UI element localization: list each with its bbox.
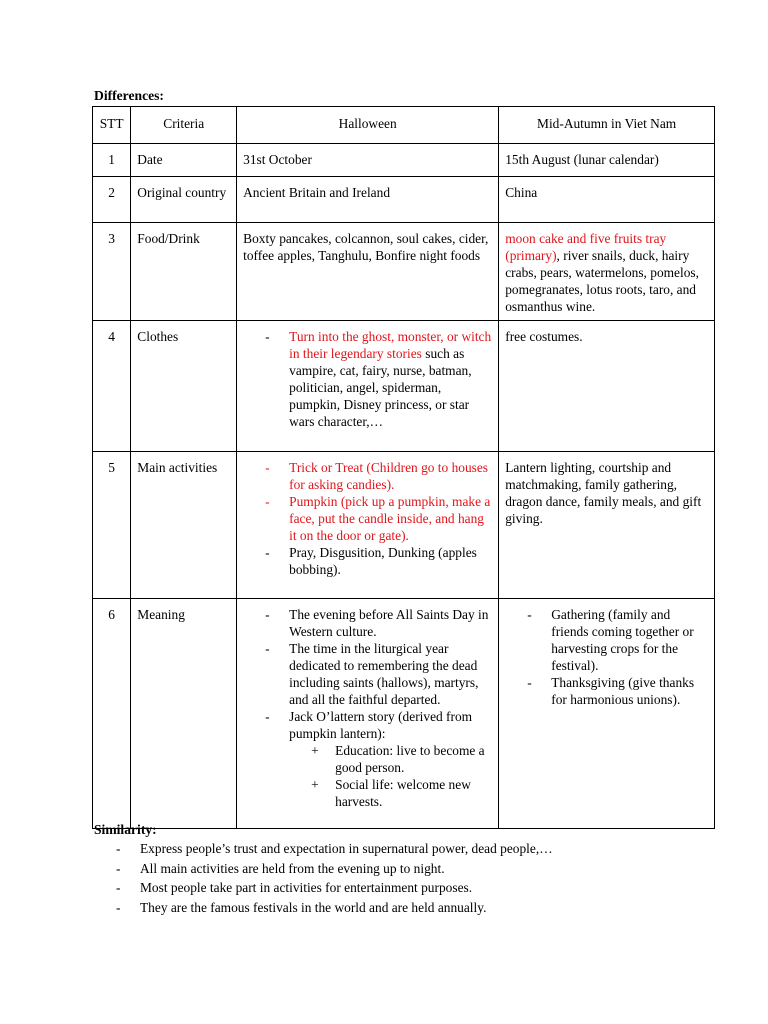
criteria-cell: Food/Drink xyxy=(131,223,237,321)
list-item: - Trick or Treat (Children go to houses for asking candies). xyxy=(243,459,492,493)
highlighted-text: Turn into the ghost, monster, or witch in their legendary stories xyxy=(289,329,492,361)
list-item: - All main activities are held from the evening up to night. xyxy=(94,859,714,879)
table-row xyxy=(93,177,715,223)
highlighted-text: moon cake and five fruits tray (primary) xyxy=(505,231,667,263)
table-row xyxy=(93,599,715,829)
criteria-cell: Date xyxy=(131,144,237,177)
list-item: - Express people’s trust and expectation in supernatural power, dead people,… xyxy=(94,839,714,859)
halloween-cell: 31st October xyxy=(237,144,499,177)
list-item: - The time in the liturgical year dedicated to remembering the dead including saints (hallows), martyrs, and all the faithful departed. xyxy=(243,640,492,708)
halloween-cell xyxy=(237,321,499,452)
differences-heading: Differences: xyxy=(94,88,164,103)
header-halloween: Halloween xyxy=(237,107,499,144)
list-item xyxy=(243,328,492,430)
similarity-list xyxy=(94,839,714,917)
midautumn-cell: free costumes. xyxy=(499,321,715,452)
halloween-cell xyxy=(237,452,499,599)
table-row xyxy=(93,452,715,599)
row-number: 4 xyxy=(93,321,131,452)
midautumn-cell xyxy=(499,599,715,829)
list-item: - Pumpkin (pick up a pumpkin, make a face, put the candle inside, and hang it on the door or gate). xyxy=(243,493,492,544)
row-number: 6 xyxy=(93,599,131,829)
halloween-cell xyxy=(237,599,499,829)
header-criteria: Criteria xyxy=(131,107,237,144)
midautumn-cell xyxy=(499,223,715,321)
similarity-heading: Similarity: xyxy=(94,822,157,837)
midautumn-cell: Lantern lighting, courtship and matchmaking, family gathering, dragon dance, family meals, and gift giving. xyxy=(499,452,715,599)
header-midautumn: Mid-Autumn in Viet Nam xyxy=(499,107,715,144)
table-row xyxy=(93,321,715,452)
bullet-list xyxy=(243,328,492,430)
list-item: - Thanksgiving (give thanks for harmonious unions). xyxy=(505,674,708,708)
sub-list-item: + Social life: welcome new harvests. xyxy=(289,776,492,810)
table-row xyxy=(93,144,715,177)
table-row xyxy=(93,223,715,321)
header-stt: STT xyxy=(93,107,131,144)
cell-text: such as vampire, cat, fairy, nurse, batman, politician, angel, spiderman, pumpkin, Disney princess, or star wars character,… xyxy=(289,346,472,429)
midautumn-cell: 15th August (lunar calendar) xyxy=(499,144,715,177)
row-number: 5 xyxy=(93,452,131,599)
criteria-cell: Main activities xyxy=(131,452,237,599)
criteria-cell: Original country xyxy=(131,177,237,223)
list-item: - Gathering (family and friends coming together or harvesting crops for the festival). xyxy=(505,606,708,674)
row-number: 1 xyxy=(93,144,131,177)
similarity-section xyxy=(94,821,714,917)
cell-text: Jack O’lattern story (derived from pumpkin lantern): xyxy=(289,709,473,741)
list-item: - The evening before All Saints Day in Western culture. xyxy=(243,606,492,640)
comparison-table xyxy=(92,106,715,829)
bullet-list xyxy=(243,459,492,578)
list-item: - Pray, Disgusition, Dunking (apples bobbing). xyxy=(243,544,492,578)
criteria-cell: Clothes xyxy=(131,321,237,452)
list-item: - They are the famous festivals in the world and are held annually. xyxy=(94,898,714,918)
list-item: - Most people take part in activities for entertainment purposes. xyxy=(94,878,714,898)
bullet-list xyxy=(505,606,708,708)
halloween-cell: Ancient Britain and Ireland xyxy=(237,177,499,223)
row-number: 2 xyxy=(93,177,131,223)
list-item xyxy=(243,708,492,810)
cell-text: , river snails, duck, hairy crabs, pears, watermelons, pomelos, pomegranates, lotus roots, taro, and osmanthus wine. xyxy=(505,248,699,314)
bullet-list xyxy=(243,606,492,810)
halloween-cell: Boxty pancakes, colcannon, soul cakes, cider, toffee apples, Tanghulu, Bonfire night foods xyxy=(237,223,499,321)
row-number: 3 xyxy=(93,223,131,321)
midautumn-cell: China xyxy=(499,177,715,223)
sub-list xyxy=(289,742,492,810)
table-header-row xyxy=(93,107,715,144)
criteria-cell: Meaning xyxy=(131,599,237,829)
sub-list-item: + Education: live to become a good person. xyxy=(289,742,492,776)
